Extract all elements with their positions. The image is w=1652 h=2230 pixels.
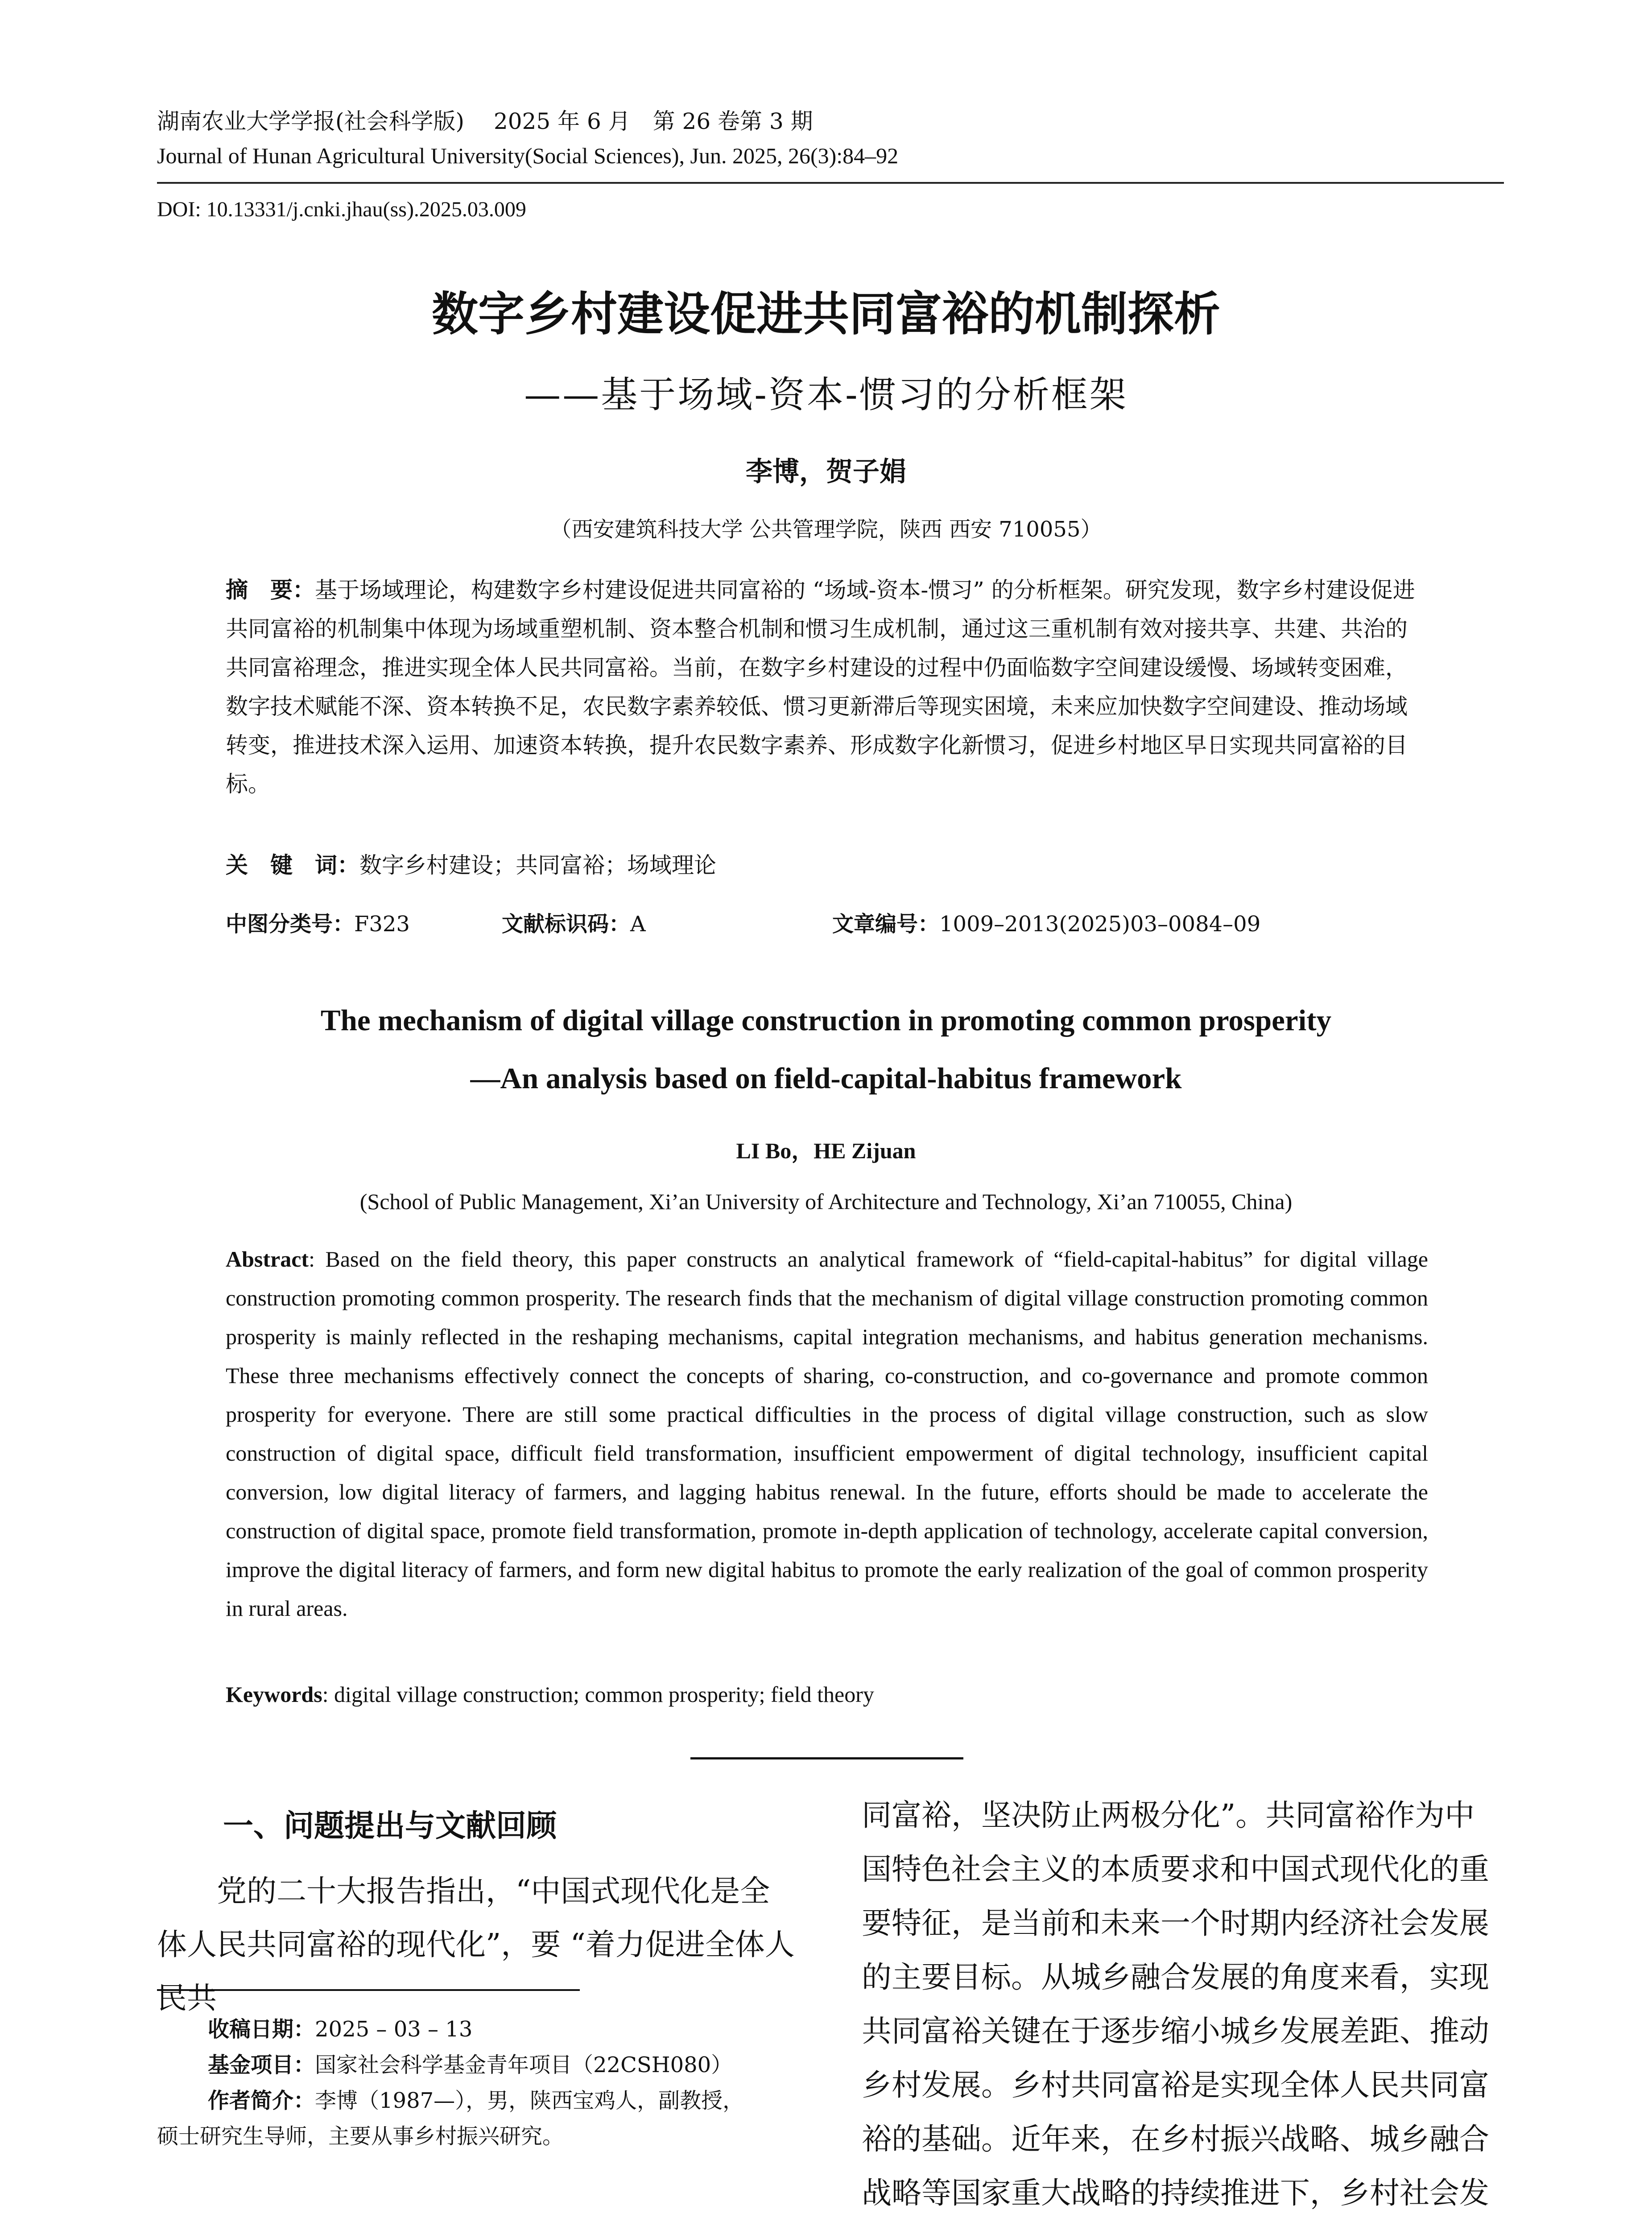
footnote-fund [157,2047,795,2083]
abstract-en [226,1240,1428,1628]
affiliation-en: (School of Public Management, Xi’an University of Architecture and Technology, Xi’an 710055, China) [359,1189,1293,1214]
received-label: 收稿日期： [208,2017,315,2042]
paper-title: 数字乡村建设促进共同富裕的机制探析 [431,287,1220,341]
author-bio-line1: 李博（1987—），男，陕西宝鸡人，副教授， [315,2088,744,2113]
footnote-author [157,2083,795,2118]
keywords-en-text: : digital village construction; common prosperity; field theory [322,1682,874,1707]
header-divider [157,182,1504,184]
article-number-label: 文章编号： [832,912,940,937]
keywords-en-label: Keywords [226,1682,322,1707]
keywords-cn [226,847,716,880]
received-date: 2025 – 03 – 13 [315,2017,473,2042]
paper-title-en: The mechanism of digital village construction in promoting common prosperity [320,1004,1332,1037]
paper-subtitle: ——基于场域-资本-惯习的分析框架 [524,374,1128,416]
keywords-en [226,1681,874,1707]
section-separator [690,1757,963,1759]
footnote-received [157,2011,795,2047]
document-code-value: A [630,912,646,937]
journal-header-cn: 湖南农业大学学报(社会科学版) 2025 年 6 月 第 26 卷第 3 期 [157,108,813,134]
paper-subtitle-en: —An analysis based on field-capital-habitus framework [470,1062,1182,1095]
abstract-cn-text: 基于场域理论，构建数字乡村建设促进共同富裕的 “场域-资本-惯习” 的分析框架。研究发现，数字乡村建设促进共同富裕的机制集中体现为场域重塑机制、资本整合机制和惯习生成机制，通过这三重机制有效对接共享、共建、共治的共同富裕理念，推进实现全体人民共同富裕。当前，在数字乡村建设的过程中仍面临数字空间建设缓慢、场域转变困难，数字技术赋能不深、资本转换不足，农民数字素养较低、惯习更新滞后等现实困境，未来应加快数字空间建设、推动场域转变，推进技术深入运用、加速资本转换，提升农民数字素养、形成数字化新惯习，促进乡村地区早日实现共同富裕的目标。 [226,577,1415,797]
body-left-paragraph: 党的二十大报告指出，“中国式现代化是全体人民共同富裕的现代化”，要 “着力促进全体人民共 [157,1874,795,2015]
footnotes [157,2011,795,2154]
clc-label: 中图分类号： [226,912,355,937]
document-code-label: 文献标识码： [502,912,631,937]
keywords-cn-text: 数字乡村建设；共同富裕；场域理论 [359,852,716,878]
abstract-cn [226,571,1428,804]
abstract-en-label: Abstract [226,1247,309,1272]
section-heading: 一、问题提出与文献回顾 [223,1809,557,1844]
clc-number [226,907,410,937]
abstract-en-text: : Based on the field theory, this paper constructs an analytical framework of “field-capital-habitus” for digital village construction promoting common prosperity. The research finds that the mechanism of digital village construction promoting common prosperity is mainly reflected in the reshaping mechanisms, capital integration mechanisms, and habitus generation mechanisms. These three mechanisms effectively connect the concepts of sharing, co-construction, and co-governance and promote common prosperity for everyone. There are still some practical difficulties in the process of digital village construction, such as slow construction of digital space, difficult field transformation, insufficient empowerment of digital technology, insufficient capital conversion, low digital literacy of farmers, and lagging habitus renewal. In the future, efforts should be made to accelerate the construction of digital space, promote field transformation, promote in-depth application of technology, accelerate capital conversion, improve the digital literacy of farmers, and form new digital habitus to promote the early realization of the goal of common prosperity in rural areas. [226,1247,1428,1621]
doi: DOI: 10.13331/j.cnki.jhau(ss).2025.03.009 [157,198,526,221]
keywords-cn-label: 关 键 词： [226,852,359,878]
article-number-value: 1009–2013(2025)03–0084–09 [939,912,1261,937]
document-code [502,907,646,937]
article-number [832,907,1260,937]
author-bio-label: 作者简介： [208,2088,315,2113]
journal-header-en: Journal of Hunan Agricultural University(Social Sciences), Jun. 2025, 26(3):84–92 [157,143,899,168]
fund-label: 基金项目： [208,2052,315,2077]
body-right-paragraph: 同富裕，坚决防止两极分化”。共同富裕作为中国特色社会主义的本质要求和中国式现代化的重要特征，是当前和未来一个时期内经济社会发展的主要目标。从城乡融合发展的角度来看，实现共同富裕关键在于逐步缩小城乡发展差距、推动乡村发展。乡村共同富裕是实现全体人民共同富裕的基础。近年来，在乡村振兴战略、城乡融合战略等国家重大战略的持续推进下，乡村社会发 [862,1798,1489,2210]
authors: 李博，贺子娟 [746,456,906,487]
clc-value: F323 [354,912,410,937]
affiliation: （西安建筑科技大学 公共管理学院，陕西 西安 710055） [550,517,1102,542]
abstract-cn-label: 摘 要： [226,577,315,603]
footnote-divider [157,1989,580,1991]
footnote-author-cont: 硕士研究生导师，主要从事乡村振兴研究。 [157,2124,564,2149]
fund-text: 国家社会科学基金青年项目（22CSH080） [315,2052,733,2077]
authors-en: LI Bo，HE Zijuan [736,1138,916,1163]
